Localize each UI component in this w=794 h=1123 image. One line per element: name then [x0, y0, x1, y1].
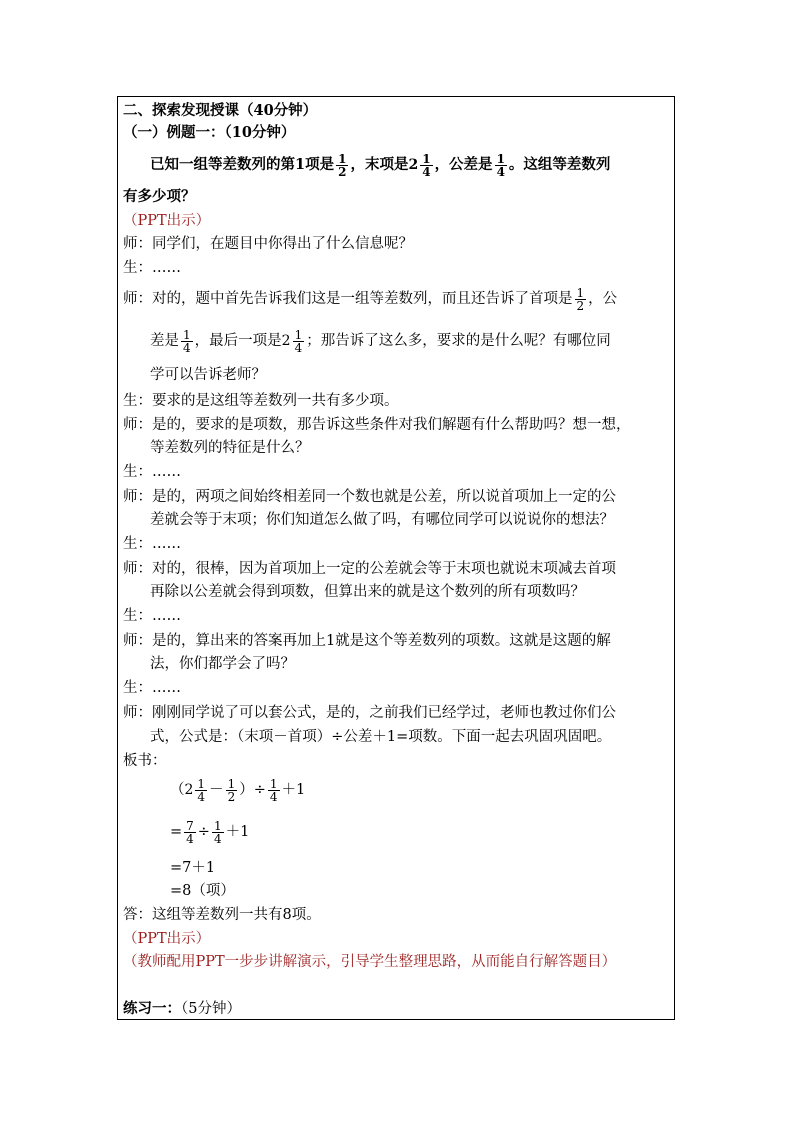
fraction: $\frac{1}{4}$ — [269, 776, 278, 804]
first-term-fraction: $\frac{1}{2}$ — [338, 151, 347, 179]
teacher-line-cont: 学可以告诉老师？ — [150, 367, 266, 383]
fraction: $\frac{7}{4}$ — [186, 818, 194, 846]
student-line: 生：…… — [123, 608, 181, 624]
example-problem-line-1 — [150, 150, 610, 180]
example-problem-line-2: 有多少项？ — [123, 188, 196, 205]
ppt-note: （PPT出示） — [123, 931, 211, 947]
teacher-line: 师：对的，题中首先告诉我们这是一组等差数列，而且还告诉了首项是 $\frac{1}{2}$ ，公 — [123, 285, 618, 313]
teacher-line-cont: 再除以公差就会得到项数，但算出来的就是这个数列的所有项数吗？ — [150, 584, 585, 600]
difference-fraction: $\frac{1}{4}$ — [496, 151, 505, 179]
teacher-line-cont: 法，你们都学会了吗？ — [150, 656, 295, 672]
section-title: 二、探索发现授课（40分钟） — [123, 102, 318, 119]
student-line: 生：…… — [123, 536, 181, 552]
student-line: 生：…… — [123, 260, 181, 276]
teacher-line-cont: 差就会等于末项；你们知道怎么做了吗，有哪位同学可以说说你的想法？ — [150, 512, 614, 528]
answer-line: 答：这组等差数列一共有8项。 — [123, 907, 321, 923]
teacher-line-cont: 差是 $\frac{1}{4}$ ，最后一项是2 $\frac{1}{4}$ ；那告诉了这么多，要求的是什么呢？有哪位同 — [150, 327, 611, 355]
teacher-line-cont: 式，公式是：（末项－首项）÷公差＋1=项数。下面一起去巩固巩固吧。 — [150, 729, 612, 745]
fraction: $\frac{1}{2}$ — [576, 285, 585, 313]
problem-text: 已知一组等差数列的第1项是 — [150, 156, 335, 173]
last-term-whole: 2 — [408, 157, 419, 173]
teacher-line: 师：同学们，在题目中你得出了什么信息呢？ — [123, 236, 413, 252]
teacher-line: 师：是的，两项之间始终相差同一个数也就是公差，所以说首项加上一定的公 — [123, 489, 616, 505]
fraction: $\frac{1}{2}$ — [227, 776, 236, 804]
teacher-line-cont: 等差数列的特征是什么？ — [150, 440, 310, 456]
ppt-note: （PPT出示） — [123, 213, 211, 229]
board-line-1: （2 $\frac{1}{4}$ － $\frac{1}{2}$ ）÷ $\frac{1}{4}$ ＋1 — [170, 776, 306, 804]
problem-text: ，公差是 — [434, 156, 493, 173]
fraction: $\frac{1}{4}$ — [183, 327, 191, 355]
board-line-3: =7＋1 — [170, 860, 216, 876]
board-line-4: =8（项） — [170, 883, 235, 899]
teacher-line: 师：刚刚同学说了可以套公式，是的，之前我们已经学过，老师也教过你们公 — [123, 705, 616, 721]
student-line: 生：要求的是这组等差数列一共有多少项。 — [123, 393, 399, 409]
problem-text: 。这组等差数列 — [508, 156, 611, 173]
teacher-line: 师：是的，算出来的答案再加上1就是这个等差数列的项数。这就是这题的解 — [123, 633, 611, 649]
fraction: $\frac{1}{4}$ — [294, 327, 303, 355]
teacher-line: 师：对的，很棒，因为首项加上一定的公差就会等于末项也就说末项减去首项 — [123, 561, 616, 577]
board-label: 板书： — [123, 753, 167, 769]
student-line: 生：…… — [123, 680, 181, 696]
fraction: $\frac{1}{4}$ — [197, 776, 206, 804]
fraction: $\frac{1}{4}$ — [213, 818, 222, 846]
example-heading: （一）例题一：（10分钟） — [123, 124, 296, 141]
problem-text: ，末项是 — [350, 156, 409, 173]
board-line-2: = $\frac{7}{4}$ ÷ $\frac{1}{4}$ ＋1 — [170, 818, 250, 846]
teacher-line: 师：是的，要求的是项数，那告诉这些条件对我们解题有什么帮助吗？想一想， — [123, 417, 631, 433]
teaching-note: （教师配用PPT一步步讲解演示，引导学生整理思路，从而能自行解答题目） — [123, 954, 617, 970]
exercise-heading: 练习一：（5分钟） — [123, 1000, 241, 1017]
last-term-fraction: $\frac{1}{4}$ — [422, 151, 431, 179]
student-line: 生：…… — [123, 464, 181, 480]
